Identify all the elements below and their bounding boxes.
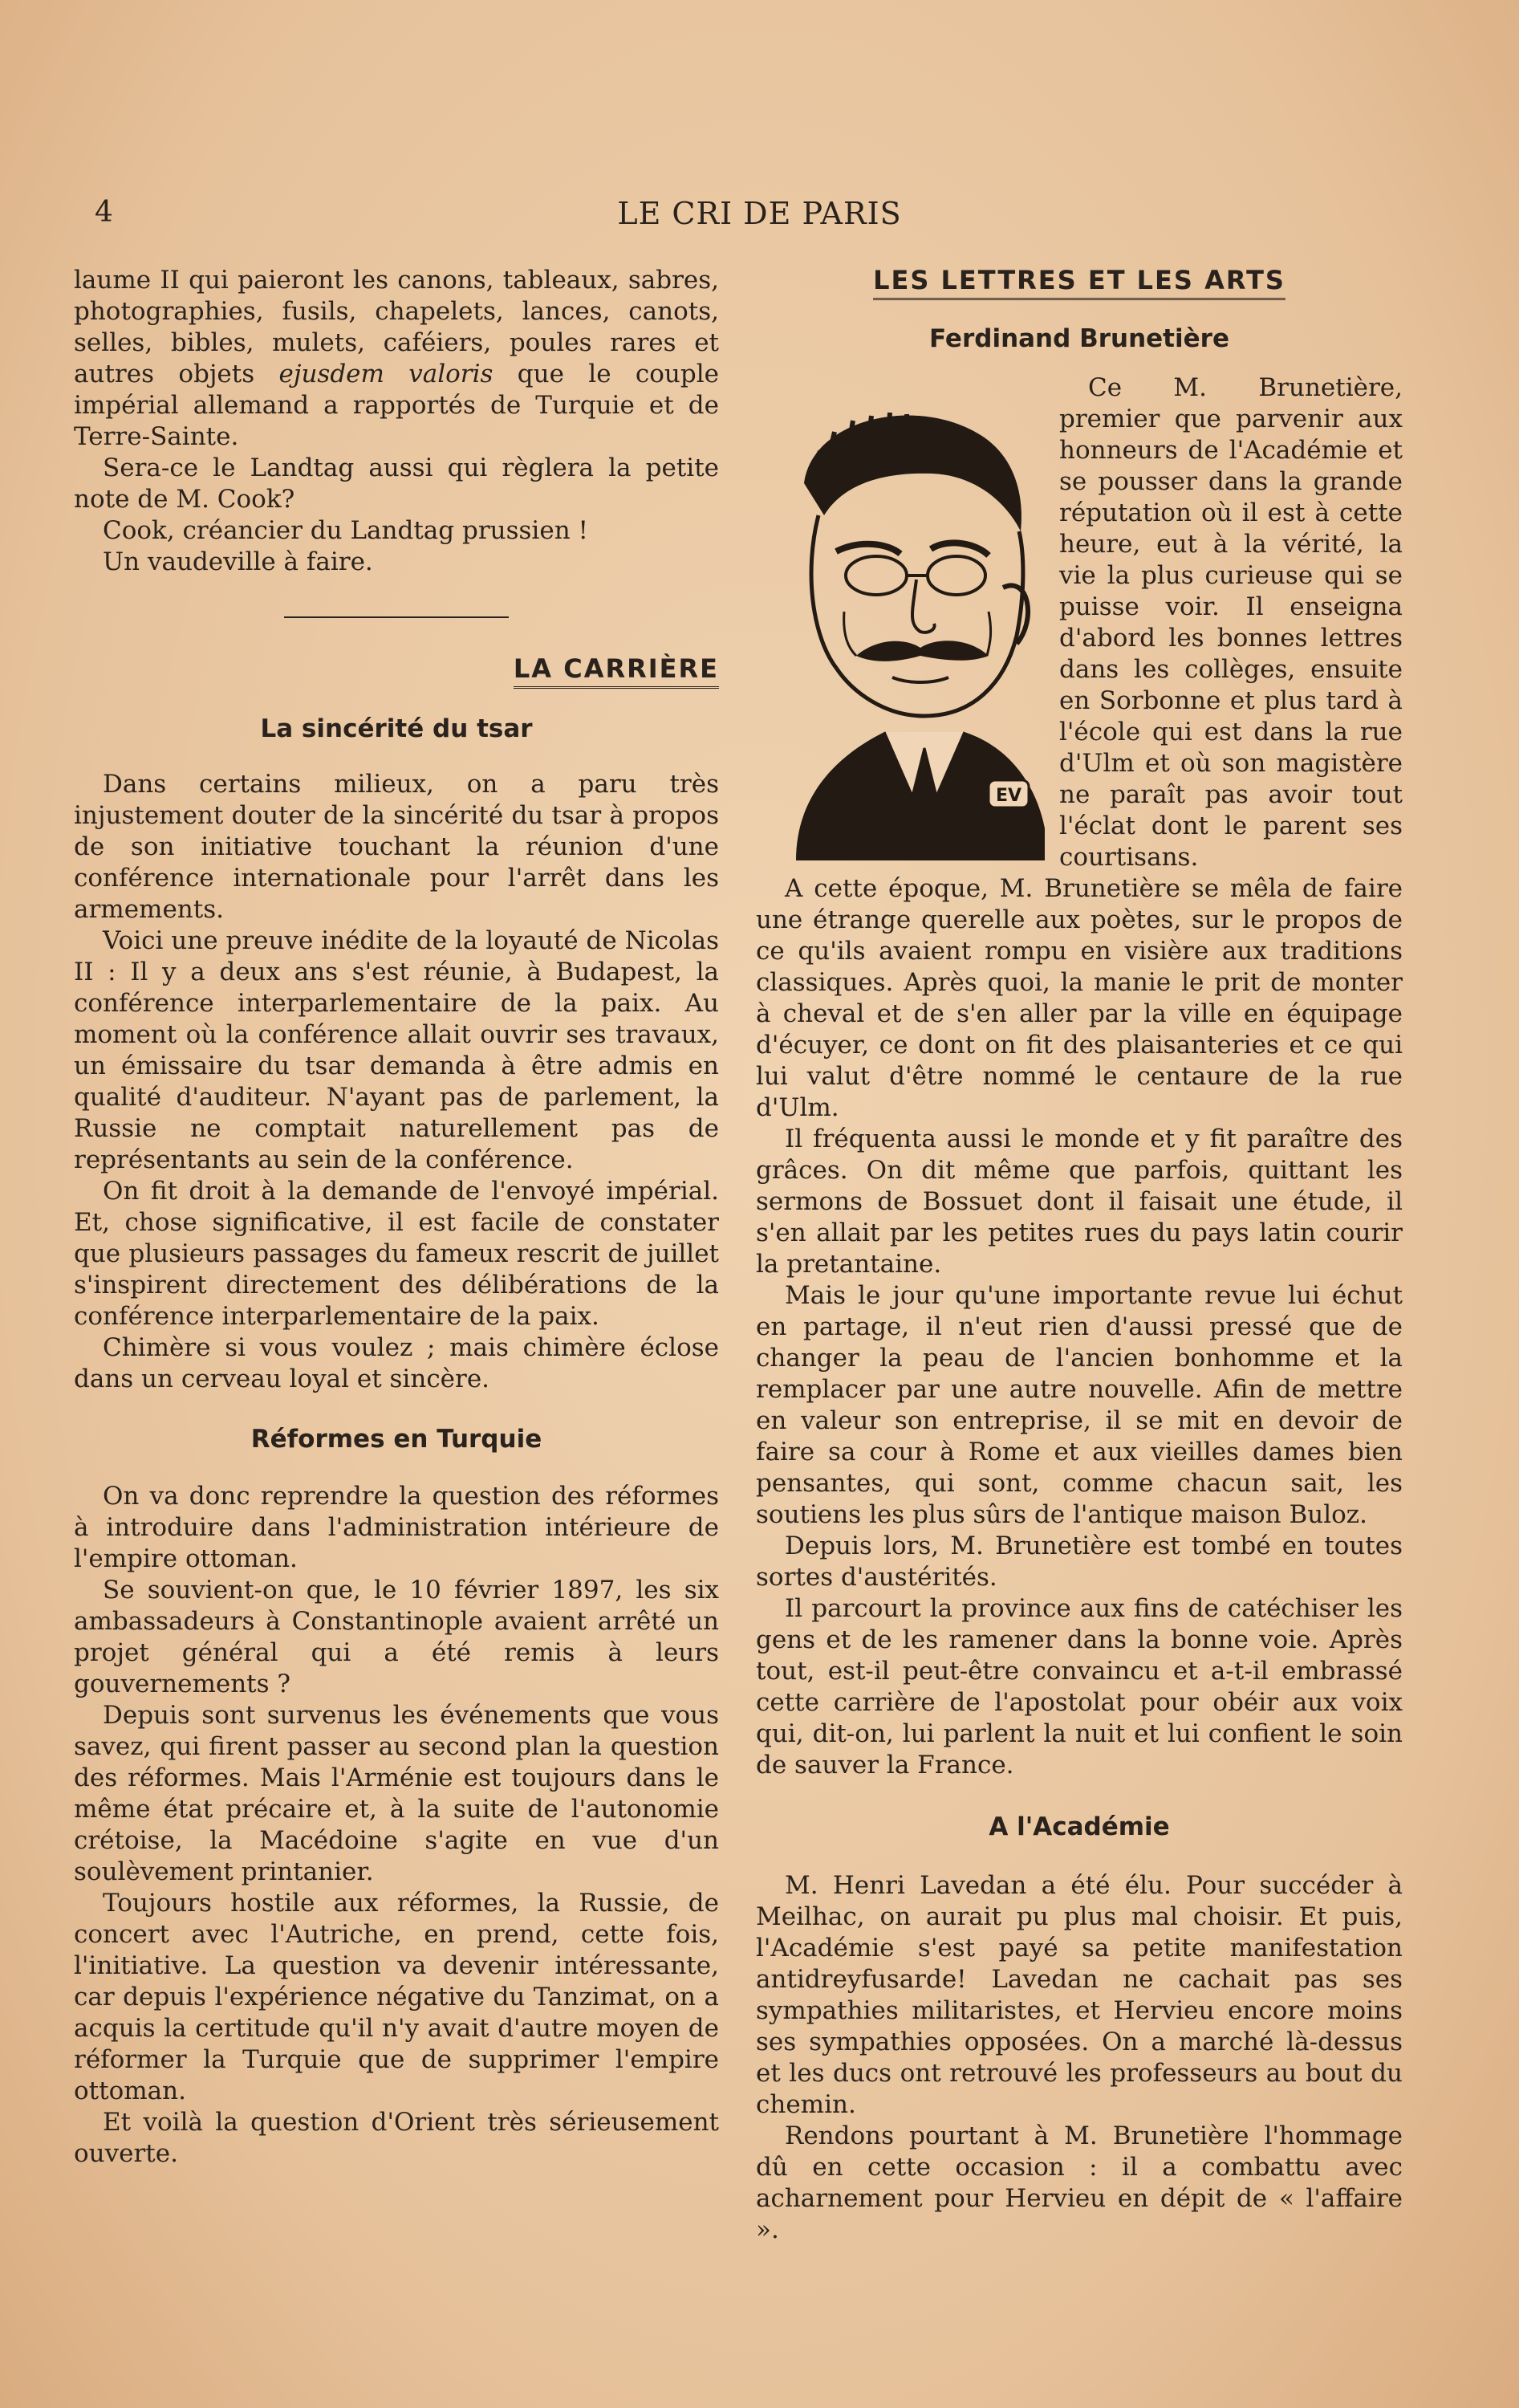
paragraph: Un vaudeville à faire. [103, 547, 373, 576]
page-header [0, 196, 1519, 236]
paragraph: laume II qui paieront les canons, tableaux, sabres, photographies, fusils, chapelets, lances, canots, selles, bibles, mulets, caféiers, poules rares et autres objets ejusdem valoris que le couple impérial allemand a rapportés de Turquie et de Terre-Sainte. [74, 266, 719, 451]
paragraph: Se souvient-on que, le 10 février 1897, les six ambassadeurs à Constantinople avaient arrêté un projet général qui a été remis à leurs gouvernements ? [74, 1576, 719, 1698]
paragraph: Il fréquenta aussi le monde et y fit paraître des grâces. On dit même que parfois, quittant les sermons de Bossuet dont il faisait une étude, il s'en allait par les petites rues du pays latin courir la pretantaine. [756, 1125, 1403, 1279]
paragraph: On fit droit à la demande de l'envoyé impérial. Et, chose significative, il est facile de constater que plusieurs passages du fameux rescrit de juillet s'inspirent directement des délibérations de la conférence interparlementaire de la paix. [74, 1177, 719, 1331]
portrait-illustration [748, 379, 1045, 860]
paragraph: Dans certains milieux, on a paru très injustement douter de la sincérité du tsar à propos de son initiative touchant la réunion d'une conférence internationale pour l'arrêt dans les armements. [74, 770, 719, 924]
article-title-turquie: Réformes en Turquie [250, 1425, 542, 1454]
article-title-tsar: La sincérité du tsar [260, 714, 533, 743]
paragraph: Depuis lors, M. Brunetière est tombé en toutes sortes d'austérités. [756, 1531, 1403, 1592]
paragraph: M. Henri Lavedan a été élu. Pour succéder à Meilhac, on aurait pu plus mal choisir. Et puis, l'Académie s'est payé sa petite manifestation antidreyfusarde! Lavedan ne cachait pas ses sympathies militaristes, et Hervieu encore moins ses sympathies opposées. On a marché là-dessus et les ducs ont retrouvé les professeurs au bout du chemin. [756, 1871, 1403, 2119]
paragraph: Cook, créancier du Landtag prussien ! [103, 516, 588, 545]
paragraph: Et voilà la question d'Orient très sérieusement ouverte. [74, 2108, 719, 2168]
portrait-monogram: EV [995, 786, 1022, 806]
left-column [74, 265, 719, 2170]
section-heading-lettres: LES LETTRES ET LES ARTS [756, 265, 1403, 296]
paragraph: Rendons pourtant à M. Brunetière l'hommage dû en cette occasion : il a combattu avec acharnement pour Hervieu en dépit de « l'affaire ». [756, 2121, 1403, 2244]
paragraph: A cette époque, M. Brunetière se mêla de faire une étrange querelle aux poètes, sur le propos de ce qu'ils avaient rompu en visière aux traditions classiques. Après quoi, la manie le prit de monter à cheval et de s'en aller par la ville en équipage d'écuyer, ce dont on fit des plaisanteries et ce qui lui valut d'être nommé le centaure de la rue d'Ulm. [756, 874, 1403, 1122]
section-heading-carriere: LA CARRIÈRE [74, 653, 719, 685]
paragraph: Depuis sont survenus les événements que vous savez, qui firent passer au second plan la question des réformes. Mais l'Arménie est toujours dans le même état précaire et, à la suite de l'autonomie crétoise, la Macédoine s'agite en vue d'un soulèvement printanier. [74, 1701, 719, 1886]
paragraph: On va donc reprendre la question des réformes à introduire dans l'administration intérieure de l'empire ottoman. [74, 1482, 719, 1573]
page-number: 4 [95, 196, 113, 229]
paragraph: Sera-ce le Landtag aussi qui règlera la petite note de M. Cook? [74, 454, 719, 514]
paragraph: Mais le jour qu'une importante revue lui échut en partage, il n'eut rien d'aussi pressé que de changer la peau de l'ancien bonhomme et la remplacer par une autre nouvelle. Afin de mettre en valeur son entreprise, il se mit en devoir de faire sa cour à Rome et aux vieilles dames bien pensantes, qui sont, comme chacun sait, les soutiens les plus sûrs de l'antique maison Buloz. [756, 1281, 1403, 1529]
right-column [756, 265, 1403, 2246]
paragraph: Chimère si vous voulez ; mais chimère éclose dans un cerveau loyal et sincère. [74, 1333, 719, 1393]
running-head: LE CRI DE PARIS [617, 196, 902, 231]
paragraph: Il parcourt la province aux fins de catéchiser les gens et de les ramener dans la bonne voie. Après tout, est-il peut-être convaincu et a-t-il embrassé cette carrière de l'apostolat pour obéir aux voix qui, dit-on, lui parlent la nuit et lui confient le soin de sauver la France. [756, 1594, 1403, 1780]
article-title-brunetiere: Ferdinand Brunetière [929, 324, 1229, 353]
article-title-academie: A l'Académie [989, 1812, 1170, 1841]
paragraph: Toujours hostile aux réformes, la Russie, de concert avec l'Autriche, en prend, cette fois, l'initiative. La question va devenir intéressante, car depuis l'expérience négative du Tanzimat, on a acquis la certitude qu'il n'y avait d'autre moyen de réformer la Turquie que de supprimer l'empire ottoman. [74, 1889, 719, 2105]
paragraph: Voici une preuve inédite de la loyauté de Nicolas II : Il y a deux ans s'est réunie, à Budapest, la conférence interparlementaire de la paix. Au moment où la conférence allait ouvrir ses travaux, un émissaire du tsar demanda à être admis en qualité d'auditeur. N'ayant pas de parlement, la Russie ne comptait naturellement pas de représentants au sein de la conférence. [74, 926, 719, 1174]
paragraph: Ce M. Brunetière, premier que parvenir aux honneurs de l'Académie et se pousser dans la grande réputation où il est à cette heure, eut à la vérité, la vie la plus curieuse qui se puisse voir. Il enseigna d'abord les bonnes lettres dans les collèges, ensuite en Sorbonne et plus tard à l'école qui est dans la rue d'Ulm et où son magistère ne paraît pas avoir tout l'éclat dont le parent ses courtisans. [1059, 373, 1403, 872]
